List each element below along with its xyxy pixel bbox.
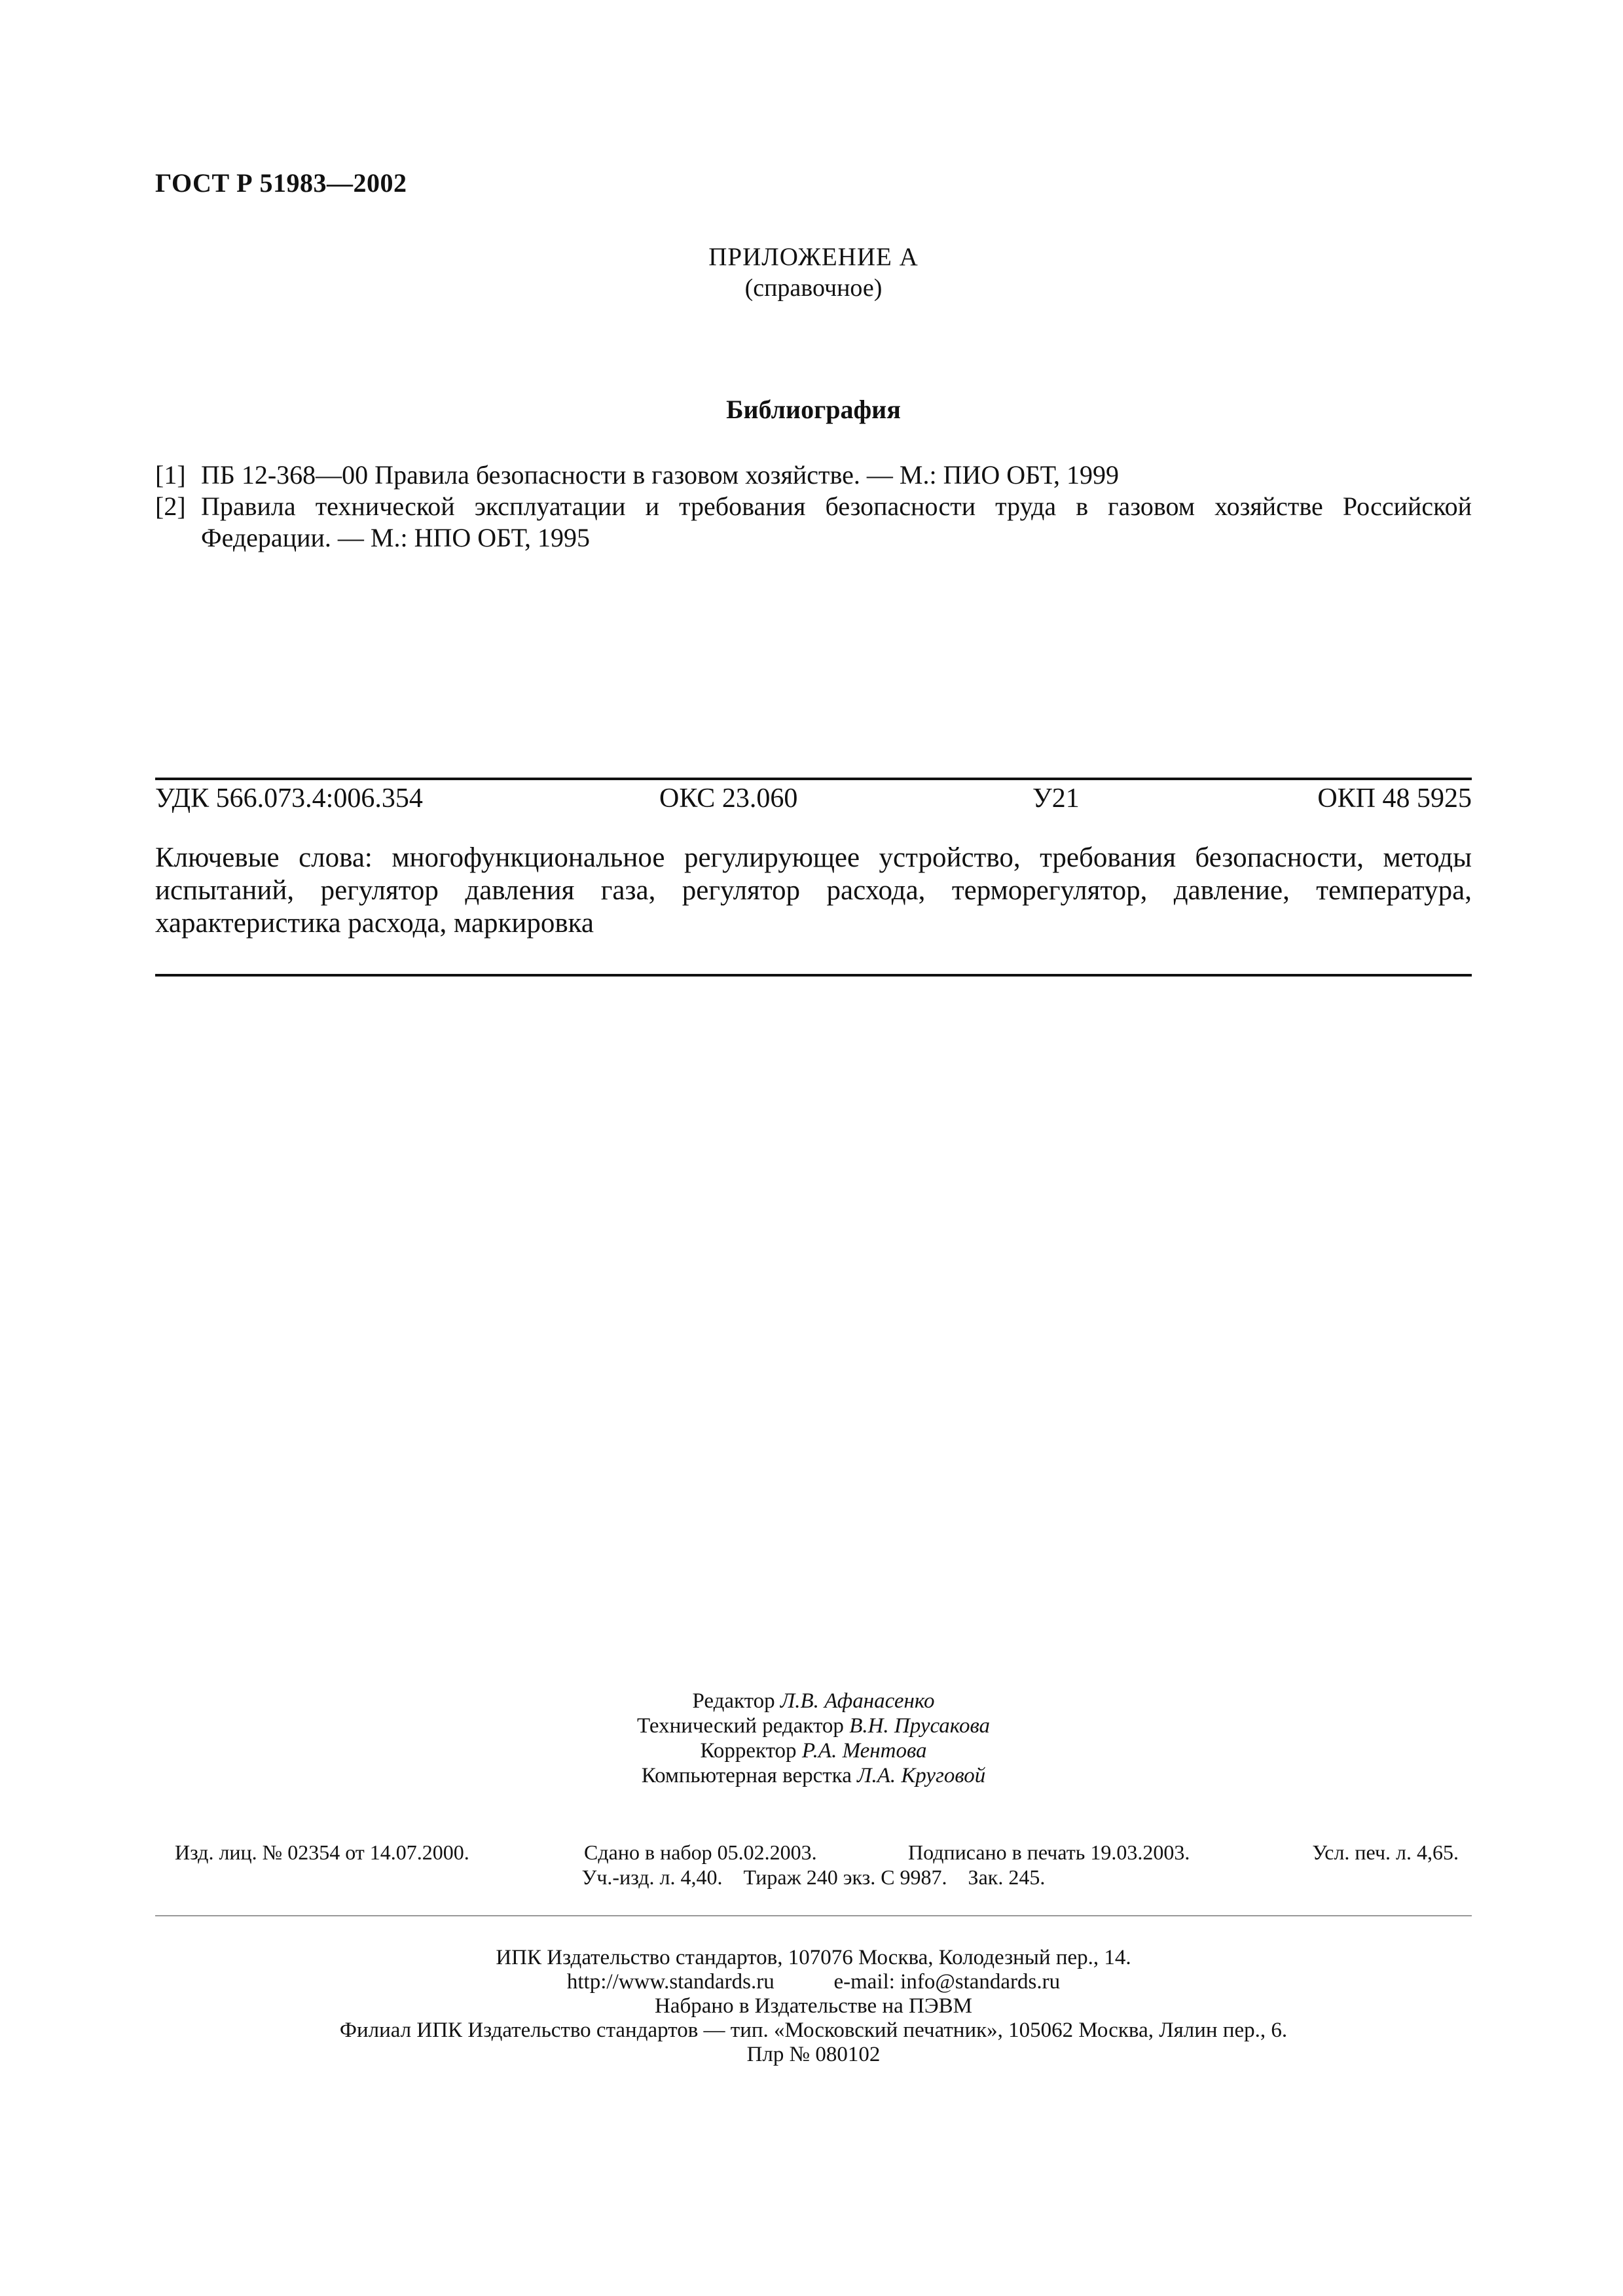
credits-block [155, 1689, 1472, 1788]
publisher-contacts [155, 1970, 1472, 1994]
publication-signed: Подписано в печать 19.03.2003. [908, 1840, 1190, 1864]
publisher-branch: Филиал ИПК Издательство стандартов — тип. «Московский печатник», 105062 Москва, Лялин пер., 6. [339, 2018, 1288, 2042]
credit-line [155, 1763, 1472, 1788]
publisher-website: http://www.standards.ru [566, 1970, 775, 1994]
keywords-bottom-rule [155, 974, 1472, 977]
publisher-plr: Плр № 080102 [746, 2043, 881, 2066]
credit-line [155, 1738, 1472, 1763]
bibliography-item [155, 459, 1472, 491]
classification-top-rule [155, 778, 1472, 780]
keywords: Ключевые слова: многофункциональное регулирующее устройство, требования безопасности, методы испытаний, регулятор давления газа, регулятор расхода, терморегулятор, давление, температура, характеристика расхода, маркировка [155, 842, 1472, 939]
publisher-typeset: Набрано в Издательстве на ПЭВМ [655, 1994, 972, 2018]
credit-name: В.Н. Прусакова [849, 1714, 991, 1738]
credit-role: Корректор [700, 1739, 797, 1763]
publisher-address: ИПК Издательство стандартов, 107076 Москва, Колодезный пер., 14. [496, 1946, 1131, 1969]
oks-code: ОКС 23.060 [659, 783, 798, 814]
credit-name: Л.В. Афанасенко [780, 1689, 935, 1713]
bibliography-item-number: [2] [155, 492, 186, 521]
publisher-block [155, 1946, 1472, 2067]
appendix-subtitle: (справочное) [744, 274, 883, 302]
bibliography-item [155, 491, 1472, 554]
appendix-title: ПРИЛОЖЕНИЕ А [708, 243, 919, 271]
publisher-email: e-mail: info@standards.ru [833, 1970, 1061, 1994]
publication-edit-sheets: Уч.-изд. л. 4,40. [581, 1865, 723, 1889]
credit-line [155, 1713, 1472, 1738]
classification-row [155, 783, 1472, 819]
bibliography-heading: Библиография [726, 395, 901, 424]
document-code: ГОСТ Р 51983—2002 [155, 168, 407, 198]
publisher-divider [155, 1915, 1472, 1916]
publication-license: Изд. лиц. № 02354 от 14.07.2000. [175, 1840, 469, 1864]
credit-role: Компьютерная верстка [641, 1764, 852, 1787]
publication-sent: Сдано в набор 05.02.2003. [584, 1840, 817, 1864]
bibliography-item-text: ПБ 12-368—00 Правила безопасности в газовом хозяйстве. — М.: ПИО ОБТ, 1999 [201, 460, 1120, 490]
udk-code: УДК 566.073.4:006.354 [155, 783, 423, 814]
bibliography-item-text: Правила технической эксплуатации и требования безопасности труда в газовом хозяйстве Российской Федерации. — М.: НПО ОБТ, 1995 [201, 492, 1472, 552]
bibliography-item-number: [1] [155, 460, 186, 490]
publication-print-sheets: Усл. печ. л. 4,65. [1312, 1840, 1459, 1864]
credit-name: Л.А. Круговой [857, 1764, 986, 1787]
group-code: У21 [1032, 783, 1080, 814]
credit-role: Технический редактор [636, 1714, 844, 1738]
okp-code: ОКП 48 5925 [1317, 783, 1472, 814]
publication-order: Зак. 245. [968, 1865, 1046, 1889]
credit-name: Р.А. Ментова [801, 1739, 927, 1763]
credit-role: Редактор [692, 1689, 775, 1713]
credit-line [155, 1689, 1472, 1713]
publication-run: Тираж 240 экз. С 9987. [743, 1865, 947, 1889]
